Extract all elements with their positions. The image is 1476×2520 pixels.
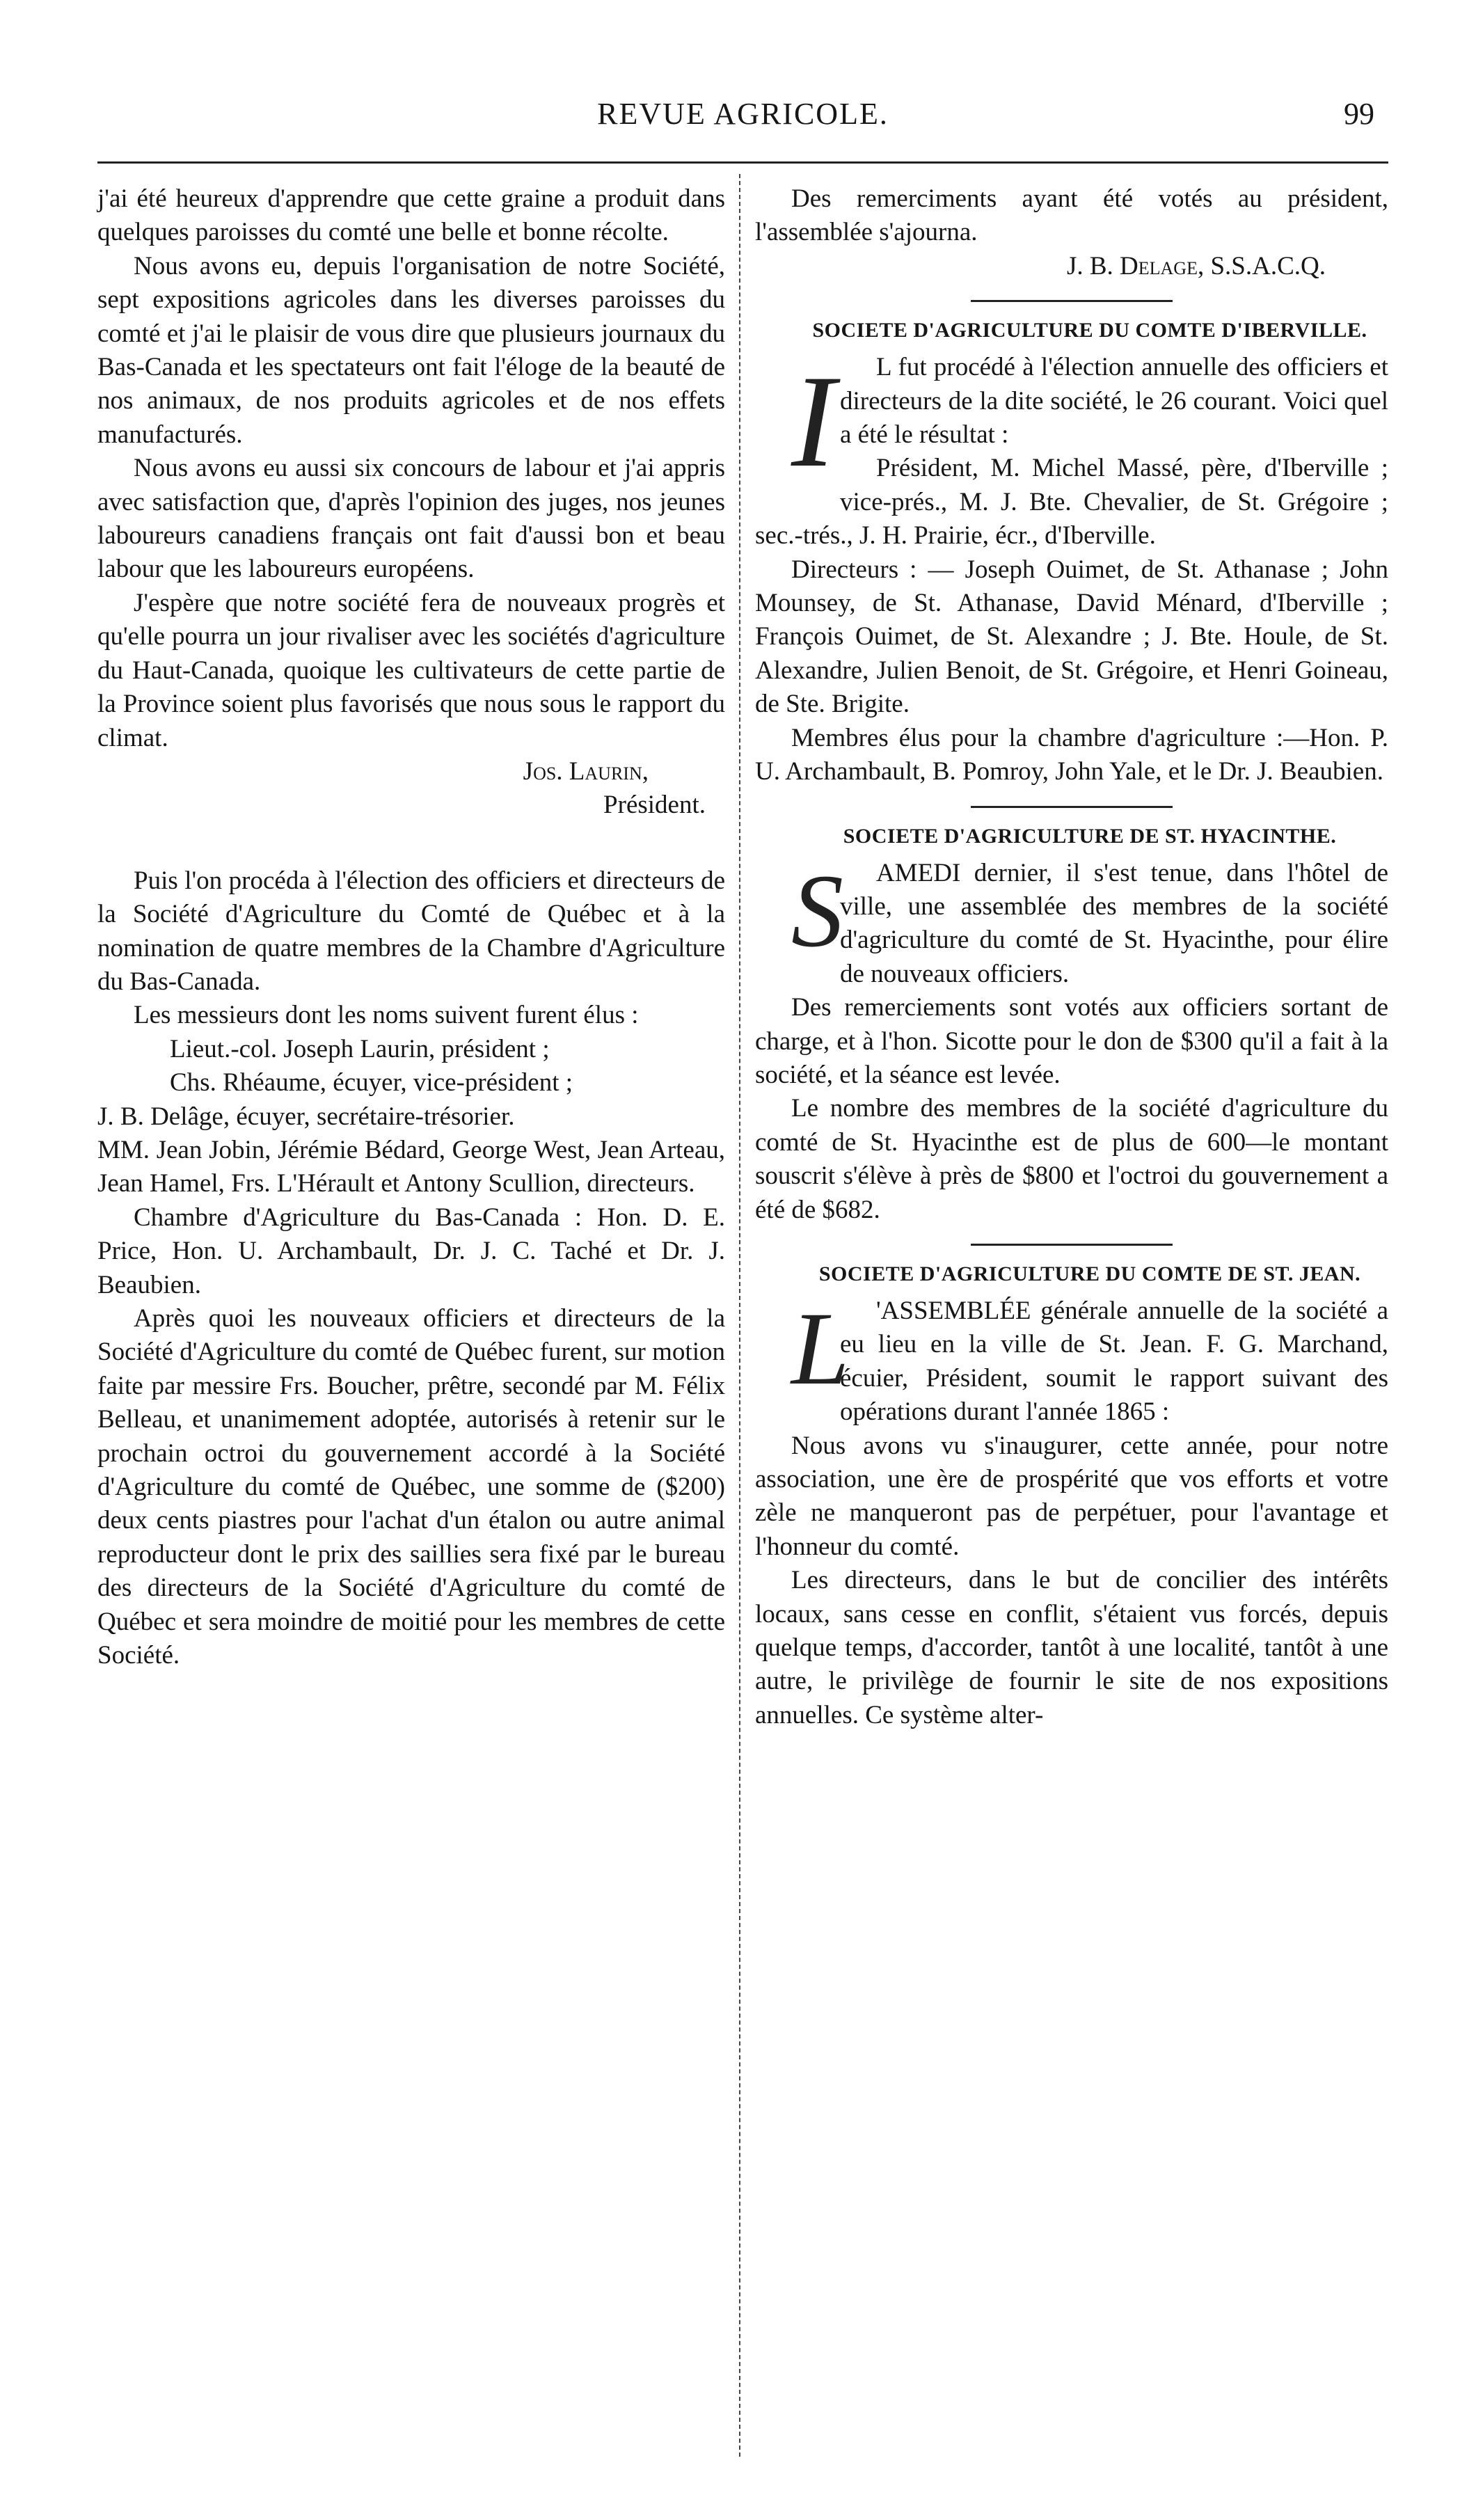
section-rule — [971, 300, 1173, 302]
drop-cap: S — [791, 853, 843, 969]
running-title: REVUE AGRICOLE. — [597, 97, 889, 131]
paragraph-text: 'ASSEMBLÉE générale annuelle de la société a eu lieu en la ville de St. Jean. F. G. Marchand, écuier, Président, soumit le rapport suivant des opérations durant l'année 1865 : — [840, 1296, 1388, 1427]
signature-title: Président. — [603, 791, 706, 820]
signature: J. B. Delage, S.S.A.C.Q. — [1066, 251, 1326, 280]
paragraph: Nous avons eu, depuis l'organisation de notre Société, sept expositions agricoles dans les diverses paroisses du comté et j'ai le plaisir de vous dire que plusieurs journaux du Bas-Canada et les spectateurs ont fait l'éloge de la beauté de nos animaux, de nos produits agricoles et de nos effets manufacturés. — [97, 251, 725, 449]
list-item: Chs. Rhéaume, écuyer, vice-président ; — [170, 1068, 573, 1097]
list-item: Lieut.-col. Joseph Laurin, président ; — [170, 1034, 550, 1063]
page-number: 99 — [1344, 97, 1374, 131]
section-heading: SOCIETE D'AGRICULTURE DE ST. HYACINTHE. — [843, 824, 1337, 848]
paragraph-text: AMEDI dernier, il s'est tenue, dans l'hôtel de ville, une assemblée des membres de la société d'agriculture du comté de St. Hyacinthe, pour élire de nouveaux officiers. — [840, 858, 1388, 988]
column-divider — [739, 174, 740, 2457]
paragraph: Les directeurs, dans le but de concilier des intérêts locaux, sans cesse en conflit, s'étaient vus forcés, depuis quelque temps, d'accorder, tantôt à une localité, tantôt à une autre, le privilège de fournir le site de nos expositions annuelles. Ce système alter- — [755, 1566, 1388, 1729]
drop-cap: L — [791, 1290, 850, 1406]
paragraph: Après quoi les nouveaux officiers et directeurs de la Société d'Agriculture du comté de Québec furent, sur motion faite par messire Frs. Boucher, prêtre, secondé par M. Félix Belleau, et unanimement adoptée, autorisés à retenir sur le prochain octroi du gouvernement accordé à la Société d'Agriculture du comté de Québec, une somme de ($200) deux cents piastres pour l'achat d'un étalon ou autre animal reproducteur dont le prix des saillies sera fixé par le bureau des directeurs de la Société d'Agriculture du comté de Québec et sera moindre de moitié pour les membres de cette Société. — [97, 1304, 725, 1670]
paragraph: Les messieurs dont les noms suivent furent élus : — [134, 1001, 639, 1030]
section-rule — [971, 806, 1173, 808]
paragraph: Des remerciments ayant été votés au président, l'assemblée s'ajourna. — [755, 184, 1388, 247]
paragraph — [755, 853, 1388, 992]
section-heading: SOCIETE D'AGRICULTURE DU COMTE D'IBERVILLE. — [812, 319, 1367, 342]
paragraph: Chambre d'Agriculture du Bas-Canada : Hon. D. E. Price, Hon. U. Archambault, Dr. J. C. Taché et Dr. J. Beaubien. — [97, 1203, 725, 1299]
paragraph: Membres élus pour la chambre d'agriculture :—Hon. P. U. Archambault, B. Pomroy, John Yale, et le Dr. J. Beaubien. — [755, 723, 1388, 786]
drop-cap: I — [791, 349, 836, 496]
paragraph: j'ai été heureux d'apprendre que cette graine a produit dans quelques paroisses du comté une belle et bonne récolte. — [97, 184, 725, 247]
paragraph — [755, 1290, 1388, 1429]
header-rule — [97, 161, 1388, 164]
signature-name: Jos. Laurin, — [523, 756, 649, 786]
paragraph-text: L fut procédé à l'élection annuelle des officiers et directeurs de la dite société, le 26 courant. Voici quel a été le résultat : — [840, 353, 1388, 450]
section-rule — [971, 1244, 1173, 1246]
paragraph: Directeurs : — Joseph Ouimet, de St. Athanase ; John Mounsey, de St. Athanase, David Ménard, d'Iberville ; François Ouimet, de St. Alexandre ; J. Bte. Houle, de St. Alexandre, Julien Benoit, de St. Grégoire, et Henri Goineau, de Ste. Brigite. — [755, 555, 1388, 719]
paragraph: Nous avons eu aussi six concours de labour et j'ai appris avec satisfaction que, d'après l'opinion des juges, nos jeunes laboureurs canadiens français ont fait d'aussi bon et beau labour que les laboureurs européens. — [97, 454, 725, 584]
left-column — [97, 182, 725, 1672]
right-column — [755, 182, 1388, 1732]
running-head — [97, 96, 1388, 138]
section-heading: SOCIETE D'AGRICULTURE DU COMTE DE ST. JEAN. — [818, 1262, 1361, 1285]
paragraph: Des remerciements sont votés aux officiers sortant de charge, et à l'hon. Sicotte pour le don de $300 qu'il a fait à la société, et la séance est levée. — [755, 993, 1388, 1089]
paragraph: J'espère que notre société fera de nouveaux progrès et qu'elle pourra un jour rivaliser avec les sociétés d'agriculture du Haut-Canada, quoique les cultivateurs de cette partie de la Province soient plus favorisés que nous sous le rapport du climat. — [97, 588, 725, 752]
paragraph: Puis l'on procéda à l'élection des officiers et directeurs de la Société d'Agriculture du Comté de Québec et à la nomination de quatre membres de la Chambre d'Agriculture du Bas-Canada. — [97, 866, 725, 996]
list-item: J. B. Delâge, écuyer, secrétaire-trésorier. — [97, 1102, 515, 1131]
paragraph: Nous avons vu s'inaugurer, cette année, pour notre association, une ère de prospérité que vos efforts et votre zèle ne manqueront pas de perpétuer, pour l'avantage et l'honneur du comté. — [755, 1431, 1388, 1561]
paragraph: Président, M. Michel Massé, père, d'Iberville ; vice-prés., M. J. Bte. Chevalier, de St. Grégoire ; sec.-trés., J. H. Prairie, écr., d'Iberville. — [755, 454, 1388, 550]
paragraph: Le nombre des membres de la société d'agriculture du comté de St. Hyacinthe est de plus de 600—le montant souscrit s'élève à près de $800 et l'octroi du gouvernement a été de $682. — [755, 1094, 1388, 1224]
list-item: MM. Jean Jobin, Jérémie Bédard, George West, Jean Arteau, Jean Hamel, Frs. L'Hérault et Antony Scullion, directeurs. — [97, 1135, 725, 1198]
paragraph — [755, 349, 1388, 496]
